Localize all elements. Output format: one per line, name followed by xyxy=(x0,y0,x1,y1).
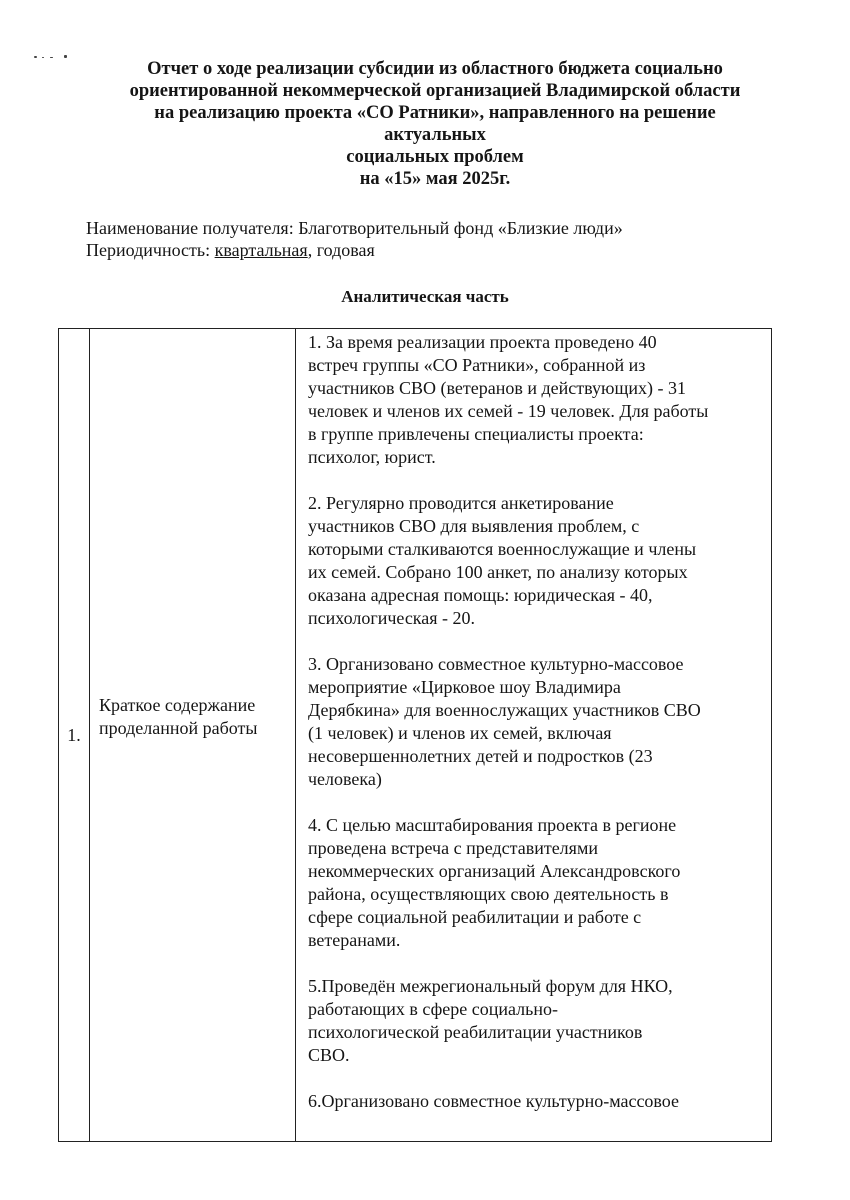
paragraph-line: работающих в сфере социально- xyxy=(308,999,558,1019)
row-label-line: проделанной работы xyxy=(99,718,258,738)
paragraph-line: (1 человек) и членов их семей, включая xyxy=(308,723,612,743)
table-column-divider xyxy=(89,329,90,1141)
paragraph-line: психологической реабилитации участников xyxy=(308,1022,643,1042)
paragraph-line: 1. За время реализации проекта проведено 40 xyxy=(308,332,657,352)
recipient-value: Благотворительный фонд «Близкие люди» xyxy=(298,218,623,238)
row-number: 1. xyxy=(67,724,81,745)
paragraph-line: проведена встреча с представителями xyxy=(308,838,598,858)
paragraph-line: некоммерческих организаций Александровского xyxy=(308,861,681,881)
paragraph-line: ветеранами. xyxy=(308,930,401,950)
paragraph-line: которыми сталкиваются военнослужащие и члены xyxy=(308,539,697,559)
title-line: ориентированной некоммерческой организацией Владимирской области xyxy=(129,81,741,101)
paragraph-line: человек и членов их семей - 19 человек. Для работы xyxy=(308,401,709,421)
analytics-table xyxy=(58,328,772,1142)
title-line: Отчет о ходе реализации субсидии из областного бюджета социально xyxy=(147,59,723,79)
paragraph-line: Дерябкина» для военнослужащих участников СВО xyxy=(308,700,701,720)
recipient-label: Наименование получателя: xyxy=(86,218,294,238)
paragraph-line: 3. Организовано совместное культурно-массовое xyxy=(308,654,684,674)
periodicity-selected: квартальная xyxy=(214,240,308,260)
paragraph-line: их семей. Собрано 100 анкет, по анализу которых xyxy=(308,562,688,582)
title-line: на «15» мая 2025г. xyxy=(359,169,511,189)
content-paragraph xyxy=(308,331,763,469)
paragraph-line: человека) xyxy=(308,769,382,789)
content-paragraph xyxy=(308,1090,763,1113)
paragraph-line: встреч группы «СО Ратники», собранной из xyxy=(308,355,646,375)
paragraph-line: 6.Организовано совместное культурно-массовое xyxy=(308,1091,680,1111)
scan-speck xyxy=(50,57,53,58)
paragraph-line: 5.Проведён межрегиональный форум для НКО, xyxy=(308,976,673,996)
paragraph-line: участников СВО (ветеранов и действующих) - 31 xyxy=(308,378,686,398)
report-info xyxy=(86,217,623,261)
content-paragraph xyxy=(308,653,763,791)
title-line: социальных проблем xyxy=(346,147,524,167)
paragraph-line: психологическая - 20. xyxy=(308,608,476,628)
report-title xyxy=(60,58,810,190)
paragraph-line: психолог, юрист. xyxy=(308,447,436,467)
paragraph-line: оказана адресная помощь: юридическая - 40, xyxy=(308,585,653,605)
row-content xyxy=(308,331,763,1136)
paragraph-line: сфере социальной реабилитации и работе с xyxy=(308,907,642,927)
paragraph-line: 2. Регулярно проводится анкетирование xyxy=(308,493,614,513)
content-paragraph xyxy=(308,492,763,630)
title-line: актуальных xyxy=(384,125,486,145)
row-label-line: Краткое содержание xyxy=(99,695,256,715)
content-paragraph xyxy=(308,814,763,952)
scan-speck xyxy=(34,56,37,58)
table-column-divider xyxy=(295,329,296,1141)
section-heading: Аналитическая часть xyxy=(341,287,509,306)
title-line: на реализацию проекта «СО Ратники», направленного на решение xyxy=(154,103,716,123)
paragraph-line: мероприятие «Цирковое шоу Владимира xyxy=(308,677,621,697)
paragraph-line: района, осуществляющих свою деятельность в xyxy=(308,884,669,904)
periodicity-line xyxy=(86,239,623,261)
paragraph-line: несовершеннолетних детей и подростков (23 xyxy=(308,746,653,766)
paragraph-line: участников СВО для выявления проблем, с xyxy=(308,516,640,536)
periodicity-rest: , годовая xyxy=(307,240,375,260)
content-paragraph xyxy=(308,975,763,1067)
paragraph-line: 4. С целью масштабирования проекта в регионе xyxy=(308,815,677,835)
recipient-line xyxy=(86,217,623,239)
paragraph-line: в группе привлечены специалисты проекта: xyxy=(308,424,644,444)
periodicity-label: Периодичность: xyxy=(86,240,211,260)
scan-speck xyxy=(42,57,44,58)
row-label xyxy=(99,694,289,740)
paragraph-line: СВО. xyxy=(308,1045,350,1065)
